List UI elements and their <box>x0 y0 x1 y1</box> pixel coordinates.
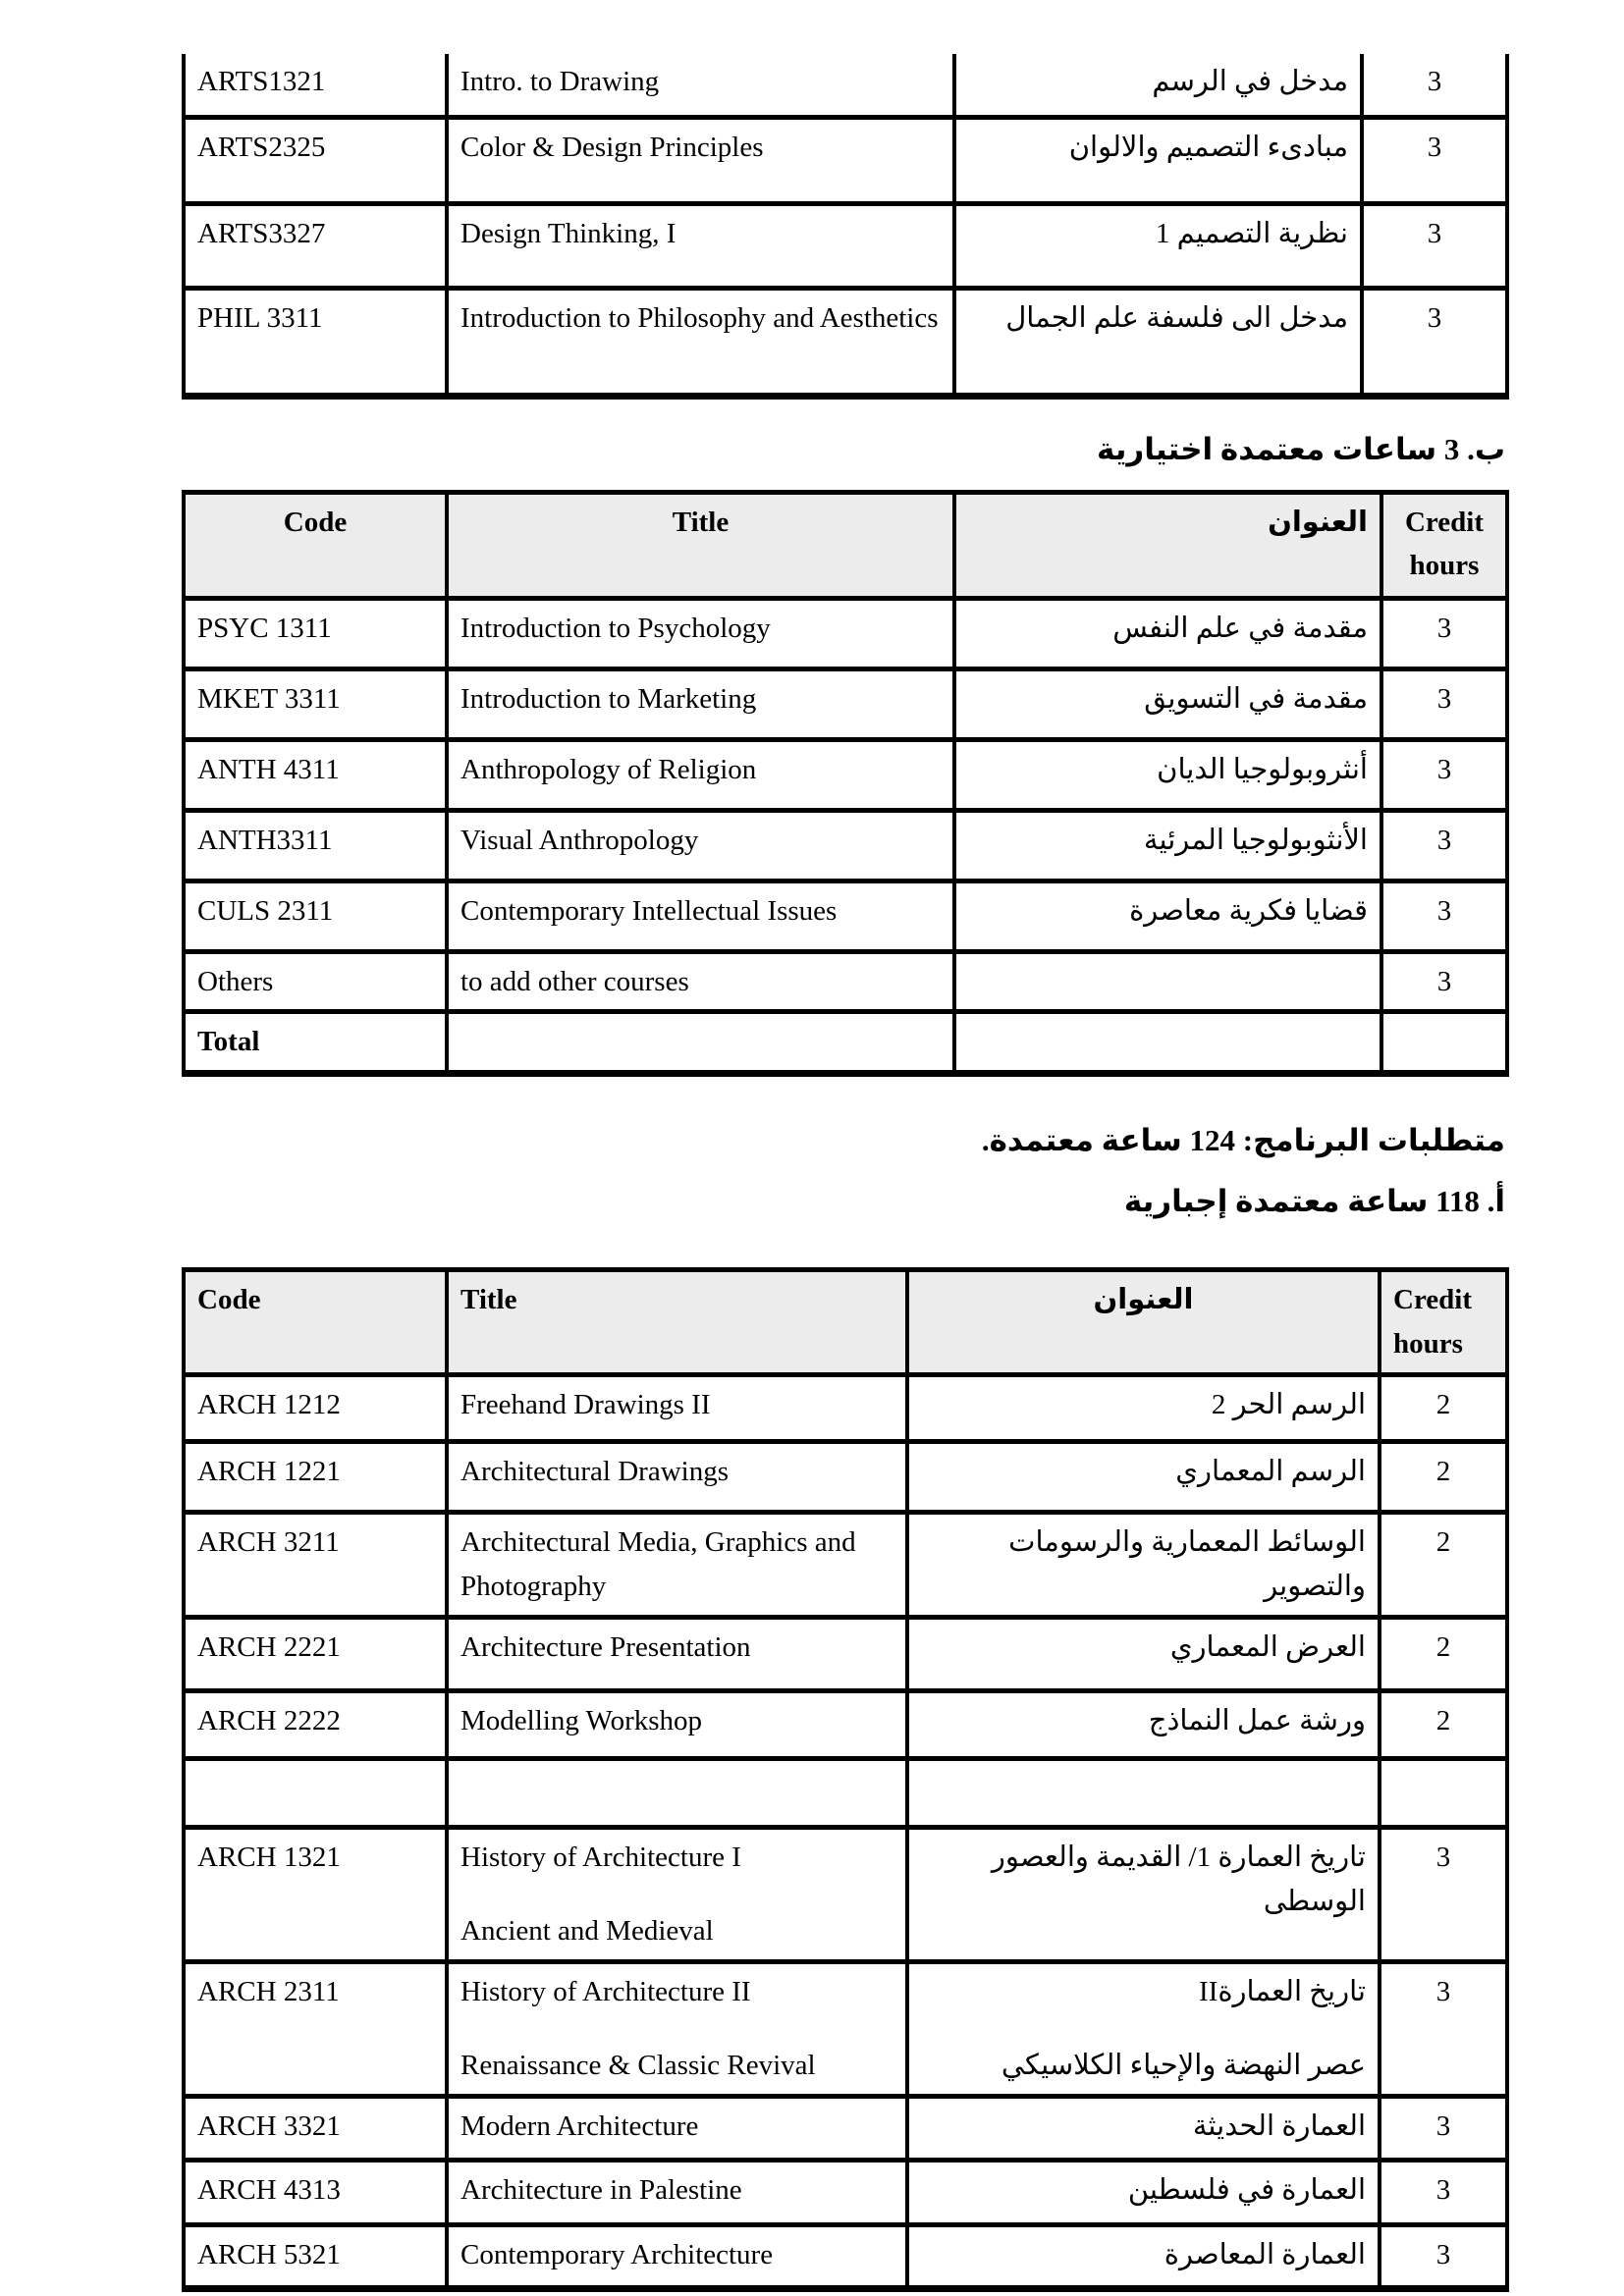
credit-hours-cell: 3 <box>1381 951 1507 1012</box>
course-row <box>184 2096 1507 2160</box>
arts-courses-table <box>182 54 1509 400</box>
course-title-cell: Contemporary Intellectual Issues <box>447 881 954 951</box>
column-header-code: Code <box>184 1270 447 1375</box>
course-title-cell: Architecture in Palestine <box>447 2160 907 2224</box>
credit-hours-cell: 3 <box>1380 2224 1507 2288</box>
course-row <box>184 117 1507 203</box>
course-title-cell: Color & Design Principles <box>447 117 954 203</box>
course-title-cell: Introduction to Psychology <box>447 598 954 668</box>
course-code-cell: ARCH 1221 <box>184 1442 447 1513</box>
course-title-arabic-cell <box>907 1962 1380 2097</box>
course-title-cell: Contemporary Architecture <box>447 2224 907 2288</box>
course-title-arabic-cell: مدخل في الرسم <box>954 54 1362 117</box>
course-code-cell: ARTS1321 <box>184 54 447 117</box>
credit-hours-cell: 3 <box>1381 598 1507 668</box>
course-title-arabic-cell: العمارة المعاصرة <box>907 2224 1380 2288</box>
course-row <box>184 2224 1507 2288</box>
course-row <box>184 203 1507 288</box>
course-title-arabic-cell: العمارة الحديثة <box>907 2096 1380 2160</box>
course-title-arabic-cell <box>907 1759 1380 1828</box>
course-title-arabic-cell: الرسم الحر 2 <box>907 1375 1380 1442</box>
credit-hours-cell: 3 <box>1380 2160 1507 2224</box>
course-row <box>184 1691 1507 1759</box>
course-title-cell: Design Thinking, I <box>447 203 954 288</box>
course-code-cell: ARCH 5321 <box>184 2224 447 2288</box>
course-title-cell: Introduction to Philosophy and Aesthetics <box>447 288 954 396</box>
section-b-elective-credits-heading: ب. 3 ساعات معتمدة اختيارية <box>1096 431 1505 466</box>
course-title-line2: Renaissance & Classic Revival <box>460 2049 816 2081</box>
credit-hours-cell: 2 <box>1380 1375 1507 1442</box>
credit-hours-cell <box>1380 1759 1507 1828</box>
course-code-cell: ARCH 2222 <box>184 1691 447 1759</box>
course-title-line: History of Architecture II <box>460 1976 751 2007</box>
course-title-arabic-cell: تاريخ العمارة 1/ القديمة والعصور الوسطى <box>907 1828 1380 1962</box>
course-title-cell: Architectural Media, Graphics and Photography <box>447 1513 907 1618</box>
credit-hours-cell: 3 <box>1380 2096 1507 2160</box>
credit-hours-cell: 3 <box>1381 668 1507 739</box>
course-code-cell: ANTH3311 <box>184 810 447 881</box>
credit-hours-cell <box>1381 1012 1507 1074</box>
course-title-cell <box>447 1828 907 1962</box>
course-code-cell: ARCH 3211 <box>184 1513 447 1618</box>
course-code-cell: ARCH 2221 <box>184 1618 447 1691</box>
course-title-arabic-line2: عصر النهضة والإحياء الكلاسيكي <box>1001 2049 1366 2081</box>
credit-hours-cell: 3 <box>1362 54 1507 117</box>
program-requirements-heading: متطلبات البرنامج: 124 ساعة معتمدة. <box>981 1123 1505 1158</box>
course-row <box>184 1442 1507 1513</box>
course-row <box>184 54 1507 117</box>
course-code-cell <box>184 1759 447 1828</box>
total-row <box>184 1012 1507 1074</box>
credit-hours-cell: 2 <box>1380 1618 1507 1691</box>
course-row <box>184 2160 1507 2224</box>
course-title-cell: Anthropology of Religion <box>447 739 954 810</box>
course-title-cell: Freehand Drawings II <box>447 1375 907 1442</box>
column-header-title-arabic: العنوان <box>954 492 1381 598</box>
course-row <box>184 598 1507 668</box>
course-code-cell: ARTS3327 <box>184 203 447 288</box>
course-row <box>184 881 1507 951</box>
course-title-cell: Intro. to Drawing <box>447 54 954 117</box>
course-title-cell: Modern Architecture <box>447 2096 907 2160</box>
course-code-cell: ARCH 1321 <box>184 1828 447 1962</box>
course-title-arabic-cell: أنثروبولوجيا الديان <box>954 739 1381 810</box>
course-title-arabic-cell: مقدمة في علم النفس <box>954 598 1381 668</box>
course-title-cell <box>447 1962 907 2097</box>
column-header-credit-hours: Credit hours <box>1380 1270 1507 1375</box>
course-title-arabic-cell: مبادىء التصميم والالوان <box>954 117 1362 203</box>
credit-hours-cell: 3 <box>1381 881 1507 951</box>
course-code-cell: ANTH 4311 <box>184 739 447 810</box>
column-header-code: Code <box>184 492 447 598</box>
credit-hours-cell: 3 <box>1381 739 1507 810</box>
course-title-arabic-cell: نظرية التصميم 1 <box>954 203 1362 288</box>
course-title-cell <box>447 1012 954 1074</box>
course-title-cell: Architecture Presentation <box>447 1618 907 1691</box>
course-title-cell: to add other courses <box>447 951 954 1012</box>
empty-row <box>184 1759 1507 1828</box>
credit-hours-cell: 3 <box>1362 288 1507 396</box>
course-code-cell: ARCH 2311 <box>184 1962 447 2097</box>
course-row <box>184 739 1507 810</box>
course-row <box>184 1375 1507 1442</box>
course-title-arabic-cell: الرسم المعماري <box>907 1442 1380 1513</box>
course-title-arabic-cell: الأنثوبولوجيا المرئية <box>954 810 1381 881</box>
course-code-cell: PSYC 1311 <box>184 598 447 668</box>
course-row <box>184 288 1507 396</box>
course-title-arabic-cell <box>954 1012 1381 1074</box>
course-title-line: History of Architecture I <box>460 1842 741 1874</box>
course-row <box>184 951 1507 1012</box>
course-title-cell: Visual Anthropology <box>447 810 954 881</box>
course-row <box>184 810 1507 881</box>
course-code-cell: ARTS2325 <box>184 117 447 203</box>
course-row <box>184 1513 1507 1618</box>
credit-hours-cell: 2 <box>1380 1691 1507 1759</box>
column-header-credit-hours: Credit hours <box>1381 492 1507 598</box>
credit-hours-cell: 3 <box>1362 117 1507 203</box>
course-title-arabic-cell: العرض المعماري <box>907 1618 1380 1691</box>
course-code-cell: Others <box>184 951 447 1012</box>
document-page <box>182 0 1505 2292</box>
course-title-cell <box>447 1759 907 1828</box>
credit-hours-cell: 3 <box>1381 810 1507 881</box>
course-title-arabic-cell: مقدمة في التسويق <box>954 668 1381 739</box>
course-row <box>184 1618 1507 1691</box>
credit-hours-cell: 3 <box>1380 1828 1507 1962</box>
course-title-arabic-cell: ورشة عمل النماذج <box>907 1691 1380 1759</box>
course-code-cell: PHIL 3311 <box>184 288 447 396</box>
course-row <box>184 668 1507 739</box>
credit-hours-cell: 3 <box>1362 203 1507 288</box>
course-code-cell: ARCH 1212 <box>184 1375 447 1442</box>
course-title-arabic-cell <box>954 951 1381 1012</box>
section-a-mandatory-credits-heading: أ. 118 ساعة معتمدة إجبارية <box>1123 1184 1505 1219</box>
course-title-cell: Modelling Workshop <box>447 1691 907 1759</box>
table-header-row <box>184 1270 1507 1375</box>
course-row <box>184 1828 1507 1962</box>
elective-courses-table <box>182 490 1509 1078</box>
course-title-cell: Architectural Drawings <box>447 1442 907 1513</box>
course-title-arabic-cell: الوسائط المعمارية والرسومات والتصوير <box>907 1513 1380 1618</box>
column-header-title: Title <box>447 1270 907 1375</box>
credit-hours-cell: 3 <box>1380 1962 1507 2097</box>
total-label-cell: Total <box>184 1012 447 1074</box>
mandatory-courses-table <box>182 1267 1509 2292</box>
column-header-title: Title <box>447 492 954 598</box>
course-title-line2: Ancient and Medieval <box>460 1915 714 1948</box>
course-code-cell: CULS 2311 <box>184 881 447 951</box>
course-title-cell: Introduction to Marketing <box>447 668 954 739</box>
course-code-cell: MKET 3311 <box>184 668 447 739</box>
course-title-arabic-cell: العمارة في فلسطين <box>907 2160 1380 2224</box>
course-title-arabic-cell: مدخل الى فلسفة علم الجمال <box>954 288 1362 396</box>
course-code-cell: ARCH 4313 <box>184 2160 447 2224</box>
course-row <box>184 1962 1507 2097</box>
course-title-arabic-cell: قضايا فكرية معاصرة <box>954 881 1381 951</box>
course-code-cell: ARCH 3321 <box>184 2096 447 2160</box>
course-title-arabic-line: تاريخ العمارةII <box>1199 1976 1366 2007</box>
column-header-title-arabic: العنوان <box>907 1270 1380 1375</box>
table-header-row <box>184 492 1507 598</box>
credit-hours-cell: 2 <box>1380 1513 1507 1618</box>
credit-hours-cell: 2 <box>1380 1442 1507 1513</box>
